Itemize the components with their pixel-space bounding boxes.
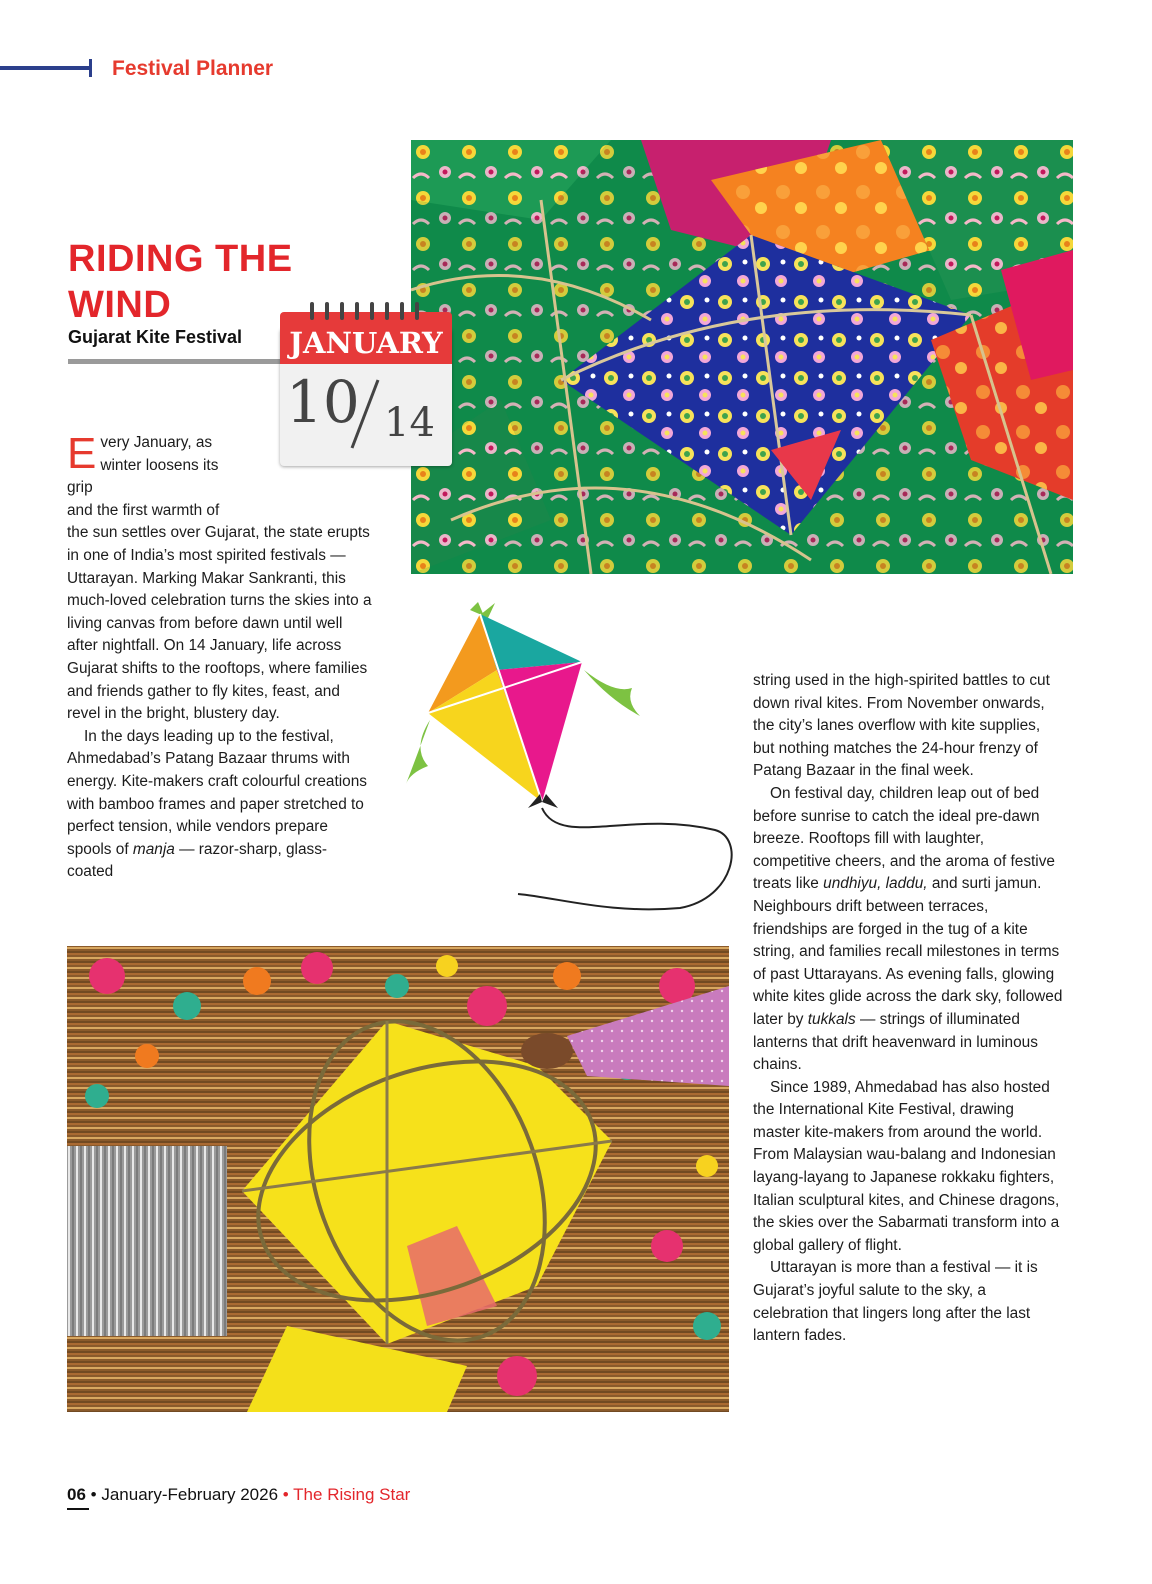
kite-illustration [400, 598, 740, 918]
calendar-ring [325, 302, 329, 320]
text-run: — strings of illuminated lanterns that drift heavenward in luminous chains. [753, 1010, 1038, 1074]
calendar-month: JANUARY [289, 326, 443, 360]
paragraph [67, 429, 373, 726]
section-rule [0, 66, 90, 70]
calendar-start-day: 10 [286, 368, 360, 436]
text-line: winter loosens its grip [67, 456, 219, 497]
emphasis: undhiyu, laddu, [823, 875, 928, 893]
issue-date: January-February 2026 [101, 1485, 279, 1504]
publication-name: The Rising Star [293, 1485, 411, 1504]
text-run: On festival day, children leap out of bed before sunrise to catch the ideal pre-dawn breeze. Rooftops fill with laughter, competitive cheers, and the aroma of festive treats like [753, 784, 1055, 893]
article-subtitle: Gujarat Kite Festival [68, 327, 243, 347]
calendar-ring [340, 302, 344, 320]
text-run: In the days leading up to the festival, Ahmedabad’s Patang Bazaar thrums with energy. Kite-makers craft colourful creations with bamboo frames and paper stretched to perfect tension, while vendors prepare spools of [67, 727, 367, 858]
article-headline: RIDING THE WIND [68, 238, 293, 326]
calendar-end-day: 14 [384, 400, 435, 446]
emphasis: manja [132, 840, 175, 858]
paragraph [67, 726, 373, 884]
calendar-ring [415, 302, 419, 320]
kite-maker-photo [67, 946, 729, 1412]
footer-bullet: • [90, 1485, 97, 1504]
calendar-ring [370, 302, 374, 320]
paragraph: Since 1989, Ahmedabad has also hosted the International Kite Festival, drawing master kite-makers from around the world. From Malaysian wau-balang and Indonesian layang-layang to Japanese rokkaku fighters, Italian sculptural kites, and Chinese dragons, the skies over the Sabarmati transform into a global gallery of flight. [753, 1078, 1060, 1254]
title-divider [68, 359, 286, 364]
article-body-left [67, 429, 373, 884]
emphasis: tukkals [807, 1010, 856, 1028]
text-line: very January, as [100, 434, 213, 451]
calendar-ring [310, 302, 314, 320]
section-rule-tick [89, 59, 92, 77]
footer-bullet: • [282, 1485, 289, 1504]
paragraph: Uttarayan is more than a festival — it is Gujarat’s joyful salute to the sky, a celebration that lingers long after the last lantern fades. [753, 1259, 1038, 1345]
text-line: and the first warmth of [67, 501, 220, 519]
paragraph: string used in the high-spirited battles to cut down rival kites. From November onwards, the city’s lanes overflow with kite supplies, but nothing matches the 24-hour frenzy of Patang Bazaar in the final week. [753, 672, 1050, 780]
kite-string [518, 808, 732, 909]
paragraph [753, 783, 1063, 1077]
text-run: the sun settles over Gujarat, the state erupts in one of India’s most spirited festivals — Uttarayan. Marking Makar Sankranti, this much-loved celebration turns the skies into a living canvas from before dawn until well after nightfall. On 14 January, life across Gujarat shifts to the rooftops, where families and friends gather to fly kites, feast, and revel in the bright, blustery day. [67, 524, 372, 723]
drop-cap: E [67, 429, 97, 478]
calendar-ring [385, 302, 389, 320]
page-number-underline [67, 1508, 89, 1510]
kite-right-tassel [584, 670, 640, 716]
kites-stack-photo [411, 140, 1073, 574]
kite-left-tassel [406, 720, 430, 784]
page-number: 06 [67, 1485, 86, 1504]
text-run: — razor-sharp, glass-coated [67, 840, 328, 881]
text-run: and surti jamun. Neighbours drift between terraces, friendships are forged in the tug of a kite string, and families recall milestones in terms of past Uttarayans. As evening falls, glowing white kites glide across the dark sky, followed later by [753, 875, 1063, 1028]
kite-maker-hand [521, 1033, 573, 1069]
calendar-ring [400, 302, 404, 320]
page-footer [67, 1485, 410, 1505]
calendar-ring [355, 302, 359, 320]
article-body-right [753, 670, 1063, 1348]
section-title: Festival Planner [112, 57, 274, 80]
